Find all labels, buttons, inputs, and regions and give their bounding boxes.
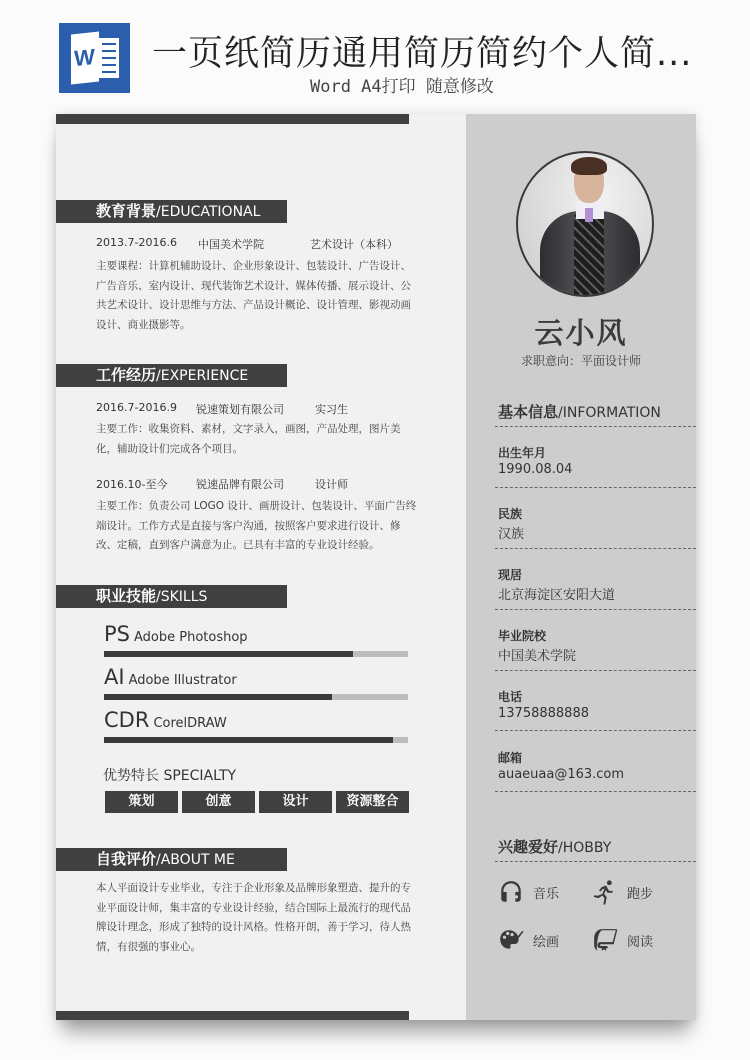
skill-name: CorelDRAW	[153, 716, 227, 731]
job-company: 锐速品牌有限公司	[196, 478, 284, 491]
job-role: 实习生	[315, 403, 348, 416]
document-subtitle: Word A4打印 随意修改	[310, 77, 494, 97]
divider	[495, 487, 696, 488]
specialty-tag: 创意	[182, 791, 255, 813]
education-courses: 主要课程：计算机辅助设计、企业形象设计、包装设计、广告设计、广告音乐、室内设计、现代装饰艺术设计、媒体传播、展示设计、公共艺术设计、设计思维与方法、产品设计概论、设计管理、影视动画设计、商业摄影等。	[96, 260, 411, 331]
job-company: 锐速策划有限公司	[196, 403, 284, 416]
specialty-tag: 资源整合	[336, 791, 409, 813]
divider	[495, 609, 696, 610]
info-value: auaeuaa@163.com	[498, 767, 625, 782]
book-icon	[592, 927, 618, 953]
info-label: 邮箱	[498, 751, 523, 765]
skill-progress-fill	[104, 737, 393, 743]
education-school: 中国美术学院	[198, 238, 264, 251]
avatar-photo	[516, 151, 654, 297]
hobby-item-reading	[592, 927, 653, 953]
word-letter: W	[74, 43, 95, 72]
hobby-label: 阅读	[627, 934, 654, 950]
info-value: 北京海淀区安阳大道	[498, 588, 616, 603]
experience-title-en: /EXPERIENCE	[156, 368, 249, 384]
education-title-en: /EDUCATIONAL	[156, 204, 261, 220]
info-label: 电话	[498, 690, 523, 704]
job-period: 2016.10-至今	[96, 478, 168, 491]
specialty-tag: 设计	[259, 791, 332, 813]
job-intent: 求职意向：平面设计师	[520, 354, 641, 368]
hobby-item-painting	[498, 927, 559, 953]
info-value: 汉族	[498, 527, 525, 542]
running-icon	[592, 879, 618, 905]
education-title-cn: 教育背景	[96, 202, 157, 220]
info-value: 中国美术学院	[498, 649, 577, 664]
word-lines-icon	[99, 38, 119, 78]
info-title-en: /INFORMATION	[558, 405, 661, 421]
sidebar	[466, 114, 696, 1020]
info-label: 民族	[498, 507, 523, 521]
word-app-icon	[59, 23, 130, 93]
divider	[495, 670, 696, 671]
hobby-label: 绘画	[533, 934, 560, 950]
info-section-header	[498, 401, 661, 422]
headphones-icon	[498, 879, 524, 905]
job-description: 主要工作：负责公司 LOGO 设计、画册设计、包装设计、平面广告终端设计。工作方式是直接与客户沟通，按照客户要求进行设计、修改、定稿，直到客户满意为止。已具有丰富的专业设计经验。	[96, 500, 417, 551]
skill-name: Adobe Illustrator	[128, 673, 237, 688]
skill-progress-fill	[104, 651, 353, 657]
info-value: 13758888888	[498, 706, 589, 721]
job-description: 主要工作：收集资料、素材，文字录入，画图，产品处理，图片美化，辅助设计们完成各个项目。	[96, 423, 401, 455]
job-role: 设计师	[315, 478, 348, 491]
palette-icon	[498, 927, 524, 953]
skill-progress-bar	[104, 694, 408, 700]
experience-section-header	[56, 364, 287, 387]
skills-title-en: /SKILLS	[156, 589, 208, 605]
divider	[495, 426, 696, 427]
education-major: 艺术设计（本科）	[310, 238, 398, 251]
skill-progress-fill	[104, 694, 332, 700]
divider	[495, 791, 696, 792]
job-period: 2016.7-2016.9	[96, 401, 177, 414]
info-value: 1990.08.04	[498, 462, 573, 477]
skill-name: Adobe Photoshop	[134, 630, 248, 645]
resume-page	[56, 114, 696, 1020]
skill-item-cdr	[104, 708, 409, 732]
hobby-label: 音乐	[533, 886, 560, 902]
info-label: 现居	[498, 568, 523, 582]
hobby-item-music	[498, 879, 559, 905]
skill-abbr: CDR	[104, 708, 150, 732]
skill-item-ps	[104, 622, 409, 646]
hobby-section-header	[498, 836, 611, 857]
bottom-decor-bar	[56, 1011, 409, 1020]
about-title-en: /ABOUT ME	[156, 852, 235, 868]
info-label: 毕业院校	[498, 629, 547, 643]
specialty-tag: 策划	[105, 791, 178, 813]
word-page-shape	[71, 32, 99, 85]
info-title-cn: 基本信息	[498, 403, 559, 421]
specialty-tags	[105, 791, 409, 813]
hobby-title-cn: 兴趣爱好	[498, 838, 559, 856]
experience-title-cn: 工作经历	[96, 366, 157, 384]
top-decor-bar	[56, 114, 409, 124]
hobby-label: 跑步	[627, 886, 654, 902]
about-title-cn: 自我评价	[96, 850, 157, 868]
divider	[495, 730, 696, 731]
skill-abbr: AI	[104, 665, 125, 689]
candidate-name: 云小风	[534, 316, 628, 350]
about-section-header	[56, 848, 287, 871]
about-text: 本人平面设计专业毕业，专注于企业形象及品牌形象塑造、提升的专业平面设计师，集丰富的专业设计经验，结合国际上最流行的现代品牌设计理念，形成了独特的设计风格。性格开朗，善于学习，待人热情，有很强的事业心。	[96, 882, 411, 953]
divider	[495, 548, 696, 549]
hobby-item-running	[592, 879, 653, 905]
education-section-header	[56, 200, 287, 223]
hobby-title-en: /HOBBY	[558, 840, 612, 856]
skill-abbr: PS	[104, 622, 130, 646]
skill-progress-bar	[104, 651, 408, 657]
skills-section-header	[56, 585, 287, 608]
info-label: 出生年月	[498, 446, 547, 460]
divider	[495, 861, 696, 862]
skills-title-cn: 职业技能	[96, 587, 157, 605]
education-period: 2013.7-2016.6	[96, 236, 177, 249]
specialty-title: 优势特长 SPECIALTY	[103, 768, 237, 784]
skill-item-ai	[104, 665, 409, 689]
document-title: 一页纸简历通用简历简约个人简...	[152, 34, 693, 74]
skill-progress-bar	[104, 737, 408, 743]
